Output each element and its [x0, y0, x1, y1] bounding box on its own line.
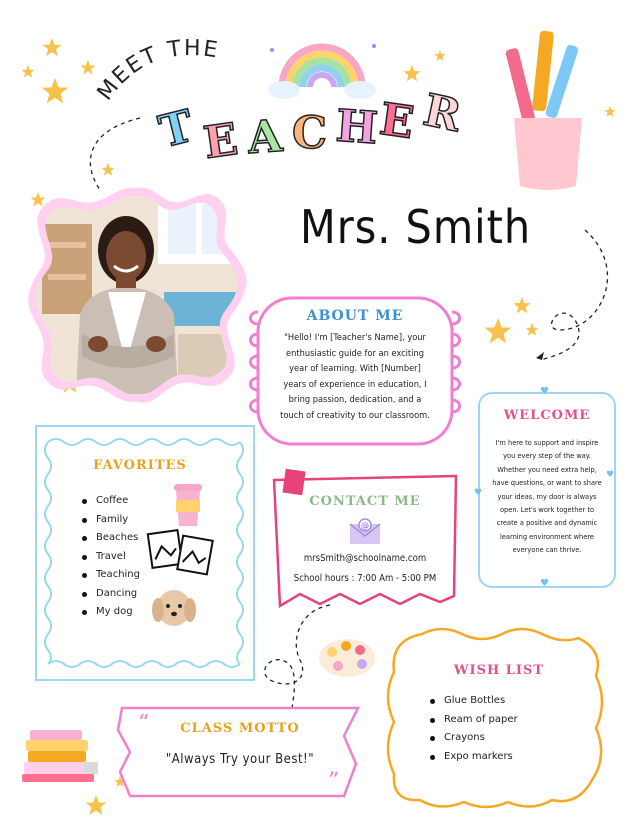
contact-title: CONTACT ME [309, 494, 421, 509]
list-item: Coffee [80, 492, 180, 511]
list-item: My dog [80, 603, 180, 622]
rainbow-icon [262, 32, 382, 102]
svg-text:“: “ [138, 711, 150, 736]
teacher-photo [28, 184, 246, 402]
dog-icon [150, 586, 198, 632]
paint-palette-icon [316, 636, 378, 680]
coffee-cup-icon [168, 482, 208, 528]
teacher-name: Mrs. Smith [300, 200, 532, 254]
list-item: Family [80, 511, 180, 530]
photos-icon [146, 528, 216, 578]
star-icon [485, 318, 512, 343]
star-icon [80, 60, 95, 74]
welcome-body: I'm here to support and inspire you every step of the way. Whether you need extra help, have questions, or want to share your ideas, my door is always open. Let's work together to create a positive and dynamic learning environment where everyone can thrive. [492, 438, 602, 555]
motto-title: CLASS MOTTO [180, 721, 300, 736]
contact-email[interactable]: mrsSmith@schoolname.com [303, 553, 427, 564]
teacher-letter: C [292, 108, 328, 159]
teacher-letter: H [334, 100, 380, 155]
list-item: Glue Bottles [428, 692, 568, 711]
teacher-letter: E [376, 93, 417, 150]
list-item: Expo markers [428, 748, 568, 767]
favorites-title: FAVORITES [93, 458, 187, 473]
about-me-body: "Hello! I'm [Teacher's Name], your enthusiastic guide for an exciting year of learning. With [Number] years of experience in education, I bring passion, dedication, and a touch of creativity to our classroom. [280, 332, 430, 421]
star-icon [525, 323, 538, 336]
heart-icon: ♥ [606, 470, 615, 480]
books-icon [20, 726, 102, 784]
heart-icon: ♥ [540, 578, 549, 589]
list-item: Travel [80, 548, 180, 567]
heart-icon: ♥ [474, 488, 483, 498]
list-item: Crayons [428, 729, 568, 748]
contact-hours: School hours : 7:00 Am - 5:00 PM [293, 573, 437, 584]
teacher-letter: R [419, 84, 466, 143]
heart-icon: ♥ [540, 386, 549, 397]
star-icon [101, 163, 114, 176]
about-me-title: ABOUT ME [306, 308, 404, 324]
star-icon [403, 65, 420, 81]
teacher-letter: A [246, 110, 284, 165]
list-item: Dancing [80, 585, 180, 604]
star-icon [21, 65, 34, 78]
teacher-letter: T [154, 100, 199, 159]
svg-text:MEET THE: MEET THE [92, 35, 221, 106]
star-icon [604, 106, 615, 117]
star-icon [434, 50, 445, 61]
star-icon [513, 297, 530, 313]
teacher-letter: E [200, 113, 241, 170]
pencil-cup-icon [500, 26, 596, 196]
wish-list-title: WISH LIST [453, 663, 545, 678]
star-icon [86, 795, 107, 815]
list-item: Ream of paper [428, 711, 568, 730]
welcome-title: WELCOME [503, 408, 591, 423]
star-icon [43, 38, 62, 56]
envelope-icon [348, 516, 382, 546]
motto-text: "Always Try your Best!" [165, 752, 315, 767]
wish-list-items [428, 692, 568, 766]
list-item: Beaches [80, 529, 180, 548]
svg-text:@: @ [361, 521, 369, 530]
star-icon [42, 78, 69, 103]
svg-text:”: ” [328, 769, 340, 794]
list-item: Teaching [80, 566, 180, 585]
